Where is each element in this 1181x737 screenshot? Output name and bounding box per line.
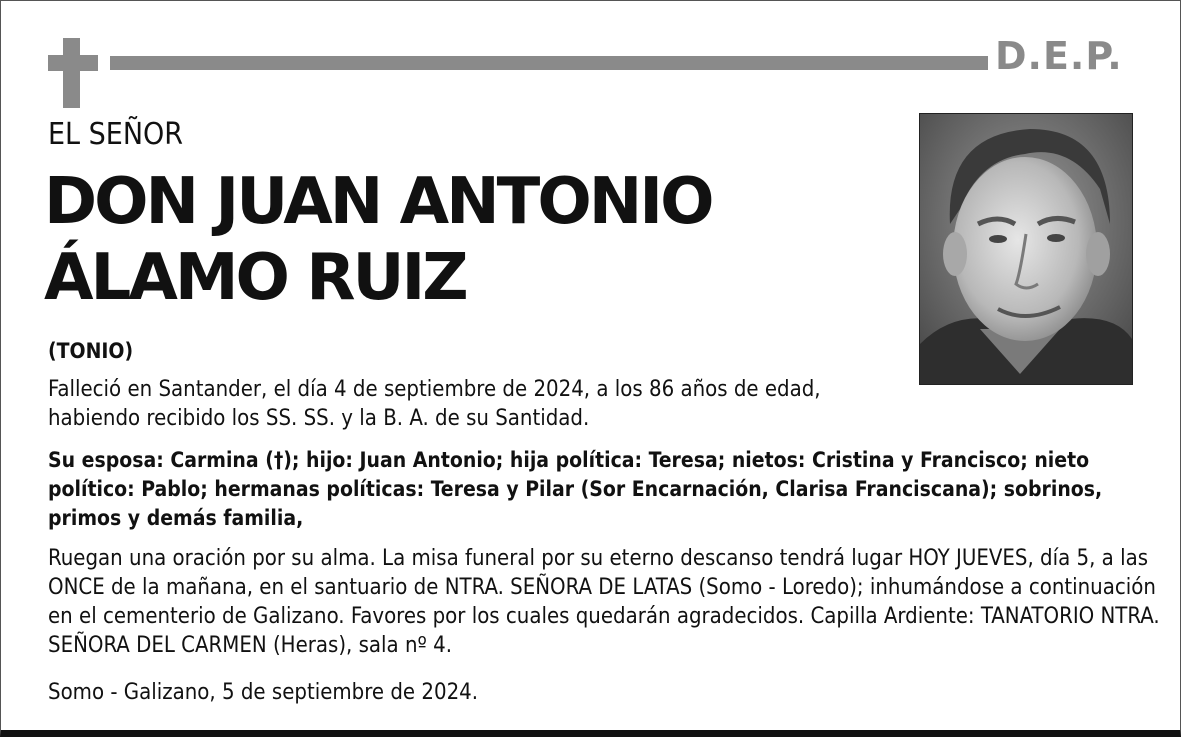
dep-heading: D.E.P. — [995, 34, 1123, 78]
family-paragraph: Su esposa: Carmina (†); hijo: Juan Antonio; hija política: Teresa; nietos: Cristina y Francisco; nieto político: Pablo; hermanas políticas: Teresa y Pilar (Sor Encarnación, Clarisa Franciscana); sobrinos, primos y demás familia, — [48, 448, 1103, 530]
portrait-illustration — [920, 114, 1132, 384]
nickname: (TONIO) — [48, 339, 134, 363]
cross-horizontal-bar — [48, 55, 98, 71]
intro-text: EL SEÑOR — [48, 117, 184, 152]
cross-vertical-bar — [63, 38, 80, 108]
name-line-2: ÁLAMO RUIZ — [44, 241, 466, 315]
header-rule — [110, 56, 988, 70]
funeral-paragraph: Ruegan una oración por su alma. La misa funeral por su eterno descanso tendrá lugar HOY JUEVES, día 5, a las ONCE de la mañana, en el santuario de NTRA. SEÑORA DE LATAS (Somo - Loredo); inhumándose a continuación en el cementerio de Galizano. Favores por los cuales quedarán agradecidos. Capilla Ardiente: TANATORIO NTRA. SEÑORA DEL CARMEN (Heras), sala nº 4. — [48, 546, 1160, 658]
death-notice-line-2: habiendo recibido los SS. SS. y la B. A. de su Santidad. — [48, 406, 590, 431]
name-line-1: DON JUAN ANTONIO — [44, 165, 712, 239]
place-date: Somo - Galizano, 5 de septiembre de 2024. — [48, 680, 479, 705]
death-notice-line-1: Falleció en Santander, el día 4 de septiembre de 2024, a los 86 años de edad, — [48, 377, 821, 402]
deceased-name — [44, 164, 712, 316]
death-notice — [48, 375, 928, 433]
portrait-photo — [919, 113, 1133, 385]
